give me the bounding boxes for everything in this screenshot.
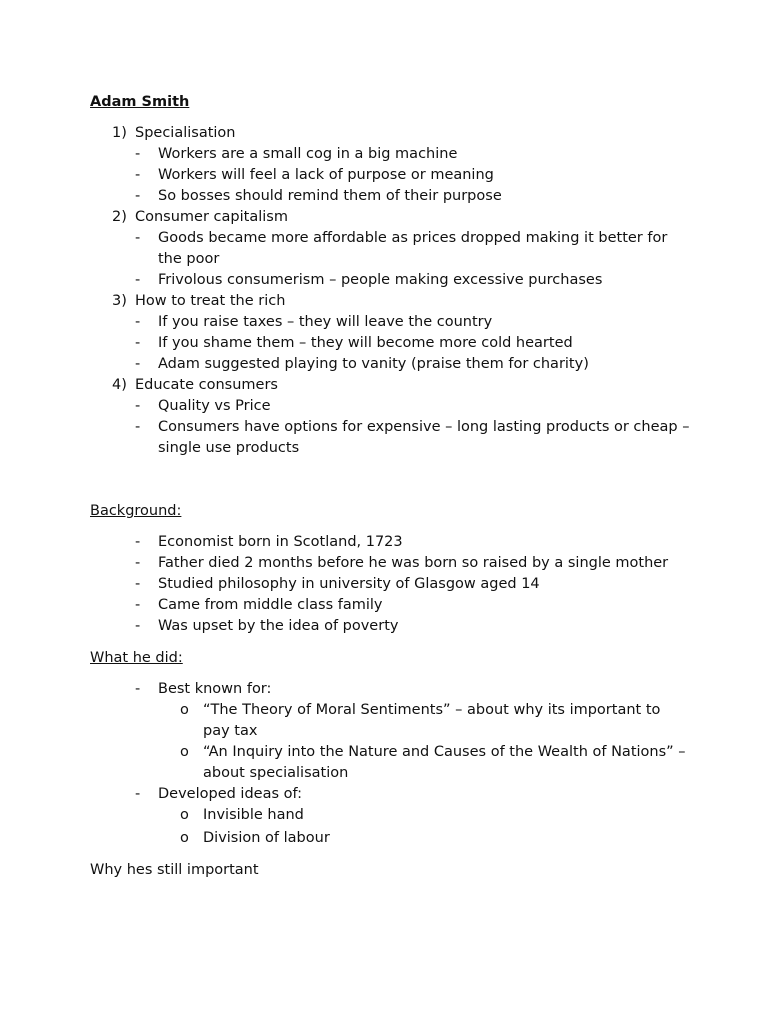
circle-bullet: o xyxy=(180,702,189,718)
document-page xyxy=(90,92,690,881)
bullet-text: Frivolous consumerism – people making excessive purchases xyxy=(158,272,603,288)
bullet-text: If you shame them – they will become more cold hearted xyxy=(158,335,573,351)
bullet-text: Best known for: xyxy=(158,681,272,697)
sub-bullet-text: Invisible hand xyxy=(203,807,304,823)
dash-bullet: - xyxy=(135,555,141,571)
bullet-item xyxy=(90,616,690,637)
bullet-item xyxy=(90,144,690,165)
numbered-item xyxy=(90,291,690,312)
numbered-section xyxy=(90,291,690,375)
bullet-text: So bosses should remind them of their purpose xyxy=(158,188,502,204)
dash-bullet: - xyxy=(135,597,141,613)
item-number: 4) xyxy=(112,377,127,393)
sub-bullet-text: “An Inquiry into the Nature and Causes of the Wealth of Nations” – about specialisation xyxy=(203,744,686,781)
closing-line: Why hes still important xyxy=(90,862,259,878)
dash-bullet: - xyxy=(135,146,141,162)
circle-bullet: o xyxy=(180,744,189,760)
bullet-text: Came from middle class family xyxy=(158,597,383,613)
document-title: Adam Smith xyxy=(90,94,190,110)
background-section xyxy=(90,501,690,637)
dash-bullet: - xyxy=(135,356,141,372)
bullet-text: If you raise taxes – they will leave the country xyxy=(158,314,493,330)
dash-bullet: - xyxy=(135,314,141,330)
circle-bullet: o xyxy=(180,830,189,846)
dash-bullet: - xyxy=(135,786,141,802)
bullet-item xyxy=(90,574,690,595)
numbered-item xyxy=(90,123,690,144)
dash-bullet: - xyxy=(135,230,141,246)
sub-bullet-text: Division of labour xyxy=(203,830,330,846)
bullet-item xyxy=(90,595,690,616)
numbered-section xyxy=(90,207,690,291)
section-label: Consumer capitalism xyxy=(135,209,288,225)
dash-bullet: - xyxy=(135,576,141,592)
sub-bullet-item xyxy=(90,805,690,826)
bullet-text: Quality vs Price xyxy=(158,398,271,414)
bullet-item xyxy=(90,396,690,417)
bullet-item xyxy=(90,333,690,354)
dash-bullet: - xyxy=(135,681,141,697)
bullet-item xyxy=(90,532,690,553)
bullet-text: Adam suggested playing to vanity (praise them for charity) xyxy=(158,356,589,372)
bullet-text: Studied philosophy in university of Glasgow aged 14 xyxy=(158,576,540,592)
item-number: 3) xyxy=(112,293,127,309)
bullet-item xyxy=(90,553,690,574)
bullet-text: Was upset by the idea of poverty xyxy=(158,618,399,634)
dash-bullet: - xyxy=(135,167,141,183)
bullet-item xyxy=(90,186,690,207)
sub-bullet-item xyxy=(90,700,690,742)
bullet-text: Workers are a small cog in a big machine xyxy=(158,146,458,162)
bullet-text: Goods became more affordable as prices dropped making it better for the poor xyxy=(158,230,668,267)
dash-bullet: - xyxy=(135,398,141,414)
dash-bullet: - xyxy=(135,419,141,435)
dash-bullet: - xyxy=(135,272,141,288)
numbered-item xyxy=(90,207,690,228)
bullet-text: Economist born in Scotland, 1723 xyxy=(158,534,403,550)
what-he-did-section xyxy=(90,648,690,849)
sub-bullet-item xyxy=(90,742,690,784)
bullet-item xyxy=(90,312,690,333)
dash-bullet: - xyxy=(135,335,141,351)
sub-bullet-item xyxy=(90,828,690,849)
item-number: 2) xyxy=(112,209,127,225)
item-number: 1) xyxy=(112,125,127,141)
dash-bullet: - xyxy=(135,618,141,634)
circle-bullet: o xyxy=(180,807,189,823)
section-label: Educate consumers xyxy=(135,377,278,393)
section-label: How to treat the rich xyxy=(135,293,286,309)
sub-bullet-text: “The Theory of Moral Sentiments” – about why its important to pay tax xyxy=(203,702,661,739)
section-label: Specialisation xyxy=(135,125,236,141)
bullet-item xyxy=(90,228,690,270)
bullet-item xyxy=(90,354,690,375)
bullet-item xyxy=(90,165,690,186)
dash-bullet: - xyxy=(135,534,141,550)
numbered-section xyxy=(90,375,690,459)
bullet-text: Consumers have options for expensive – long lasting products or cheap – single use products xyxy=(158,419,690,456)
bullet-text: Father died 2 months before he was born so raised by a single mother xyxy=(158,555,669,571)
numbered-section xyxy=(90,123,690,207)
dash-bullet: - xyxy=(135,188,141,204)
bullet-text: Developed ideas of: xyxy=(158,786,302,802)
numbered-item xyxy=(90,375,690,396)
what-he-did-heading: What he did: xyxy=(90,650,183,666)
bullet-item xyxy=(90,784,690,805)
bullet-item xyxy=(90,417,690,459)
bullet-item xyxy=(90,679,690,700)
bullet-text: Workers will feel a lack of purpose or meaning xyxy=(158,167,494,183)
background-heading: Background: xyxy=(90,503,182,519)
bullet-item xyxy=(90,270,690,291)
